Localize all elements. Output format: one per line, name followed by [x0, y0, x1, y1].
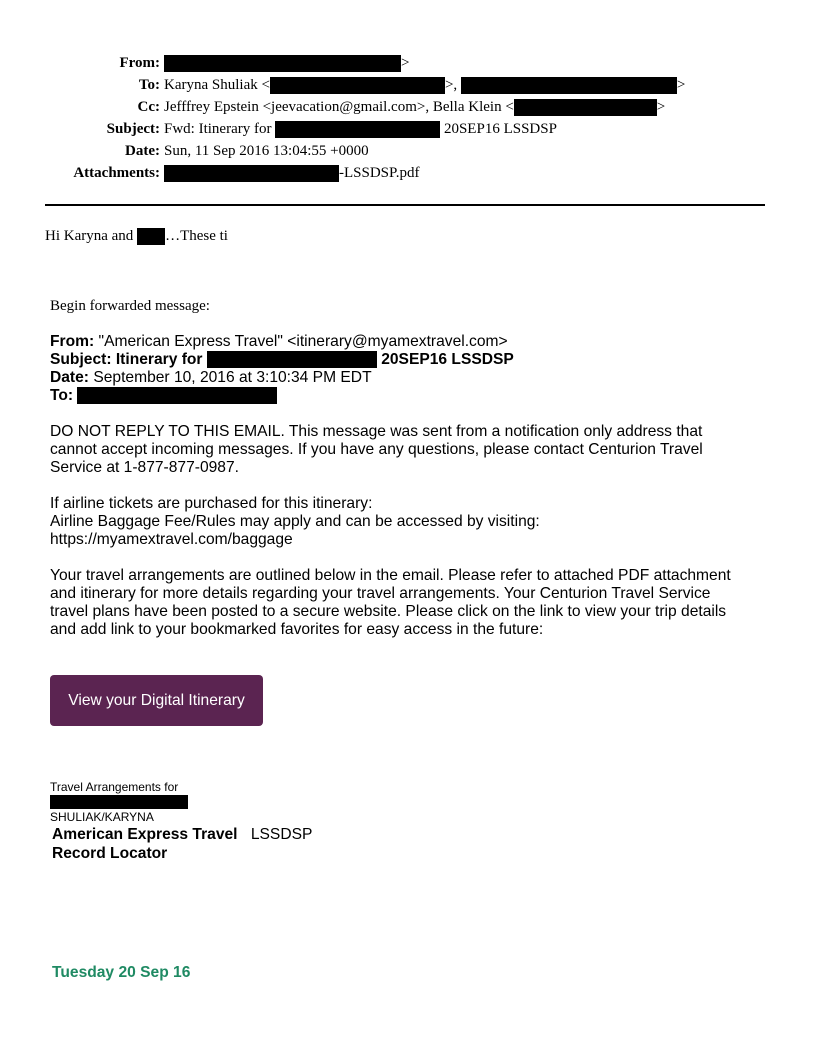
to-label: To: — [138, 77, 160, 93]
arrangements-paragraph: Your travel arrangements are outlined below in the email. Please refer to attached PDF attachment and itinerary for more details regarding your travel arrangements. Your Centurion Travel Service travel plans have been posted to a secure website. Please click on the link to view your trip details and add link to your bookmarked favorites for easy access in the future: — [50, 567, 731, 638]
subject-label: Subject: — [106, 121, 160, 137]
header-subject-row — [0, 119, 816, 139]
travel-arrangements-label: Travel Arrangements for — [50, 780, 179, 794]
fwd-to-row — [50, 387, 277, 405]
to-suffix: > — [676, 77, 686, 93]
record-locator-value: LSSDSP — [250, 826, 313, 843]
fwd-subject-row — [50, 351, 514, 369]
redacted-from — [164, 55, 401, 72]
fwd-to-label: To: — [50, 387, 74, 404]
redacted-subject-name — [275, 121, 440, 138]
cc-value: Jefffrey Epstein <jeevacation@gmail.com>, Bella Klein < — [164, 99, 514, 115]
header-from-row — [0, 53, 816, 73]
fwd-subject-suffix: 20SEP16 LSSDSP — [381, 351, 514, 368]
fwd-subject-label: Subject: Itinerary for — [50, 351, 203, 368]
fwd-from-row — [50, 333, 508, 351]
header-attachments-row — [0, 163, 816, 183]
traveler-name: SHULIAK/KARYNA — [50, 810, 154, 824]
cc-label: Cc: — [137, 99, 160, 115]
header-cc-row — [0, 97, 816, 117]
cc-suffix: > — [656, 99, 666, 115]
attachment-suffix[interactable]: -LSSDSP.pdf — [339, 165, 420, 181]
fwd-date-label: Date: — [50, 369, 89, 386]
redacted-greeting-name — [137, 228, 165, 245]
record-locator-label: Record Locator — [52, 845, 168, 862]
redacted-cc-email — [514, 99, 657, 116]
redacted-attachment-name — [164, 165, 339, 182]
greeting-line — [45, 226, 228, 246]
attachments-label: Attachments: — [73, 165, 160, 181]
to-separator: >, — [444, 77, 458, 93]
baggage-link[interactable]: https://myamextravel.com/baggage — [50, 531, 293, 548]
fwd-date-value: September 10, 2016 at 3:10:34 PM EDT — [93, 369, 372, 386]
subject-prefix: Fwd: Itinerary for — [164, 121, 272, 137]
baggage-paragraph: If airline tickets are purchased for this itinerary: Airline Baggage Fee/Rules may apply and can be accessed by visiting: https://myamextravel.com/baggage — [50, 495, 770, 549]
header-divider — [45, 204, 765, 206]
header-to-row — [0, 75, 816, 95]
from-suffix: > — [401, 55, 410, 71]
greeting-suffix: …These ti — [165, 228, 228, 244]
fwd-date-row — [50, 369, 372, 387]
redacted-fwd-to — [77, 387, 277, 404]
redacted-to-recipient — [461, 77, 677, 94]
fwd-from-value: "American Express Travel" <itinerary@myamextravel.com> — [98, 333, 508, 350]
view-digital-itinerary-button[interactable]: View your Digital Itinerary — [50, 675, 263, 726]
greeting-prefix: Hi Karyna and — [45, 228, 134, 244]
date-value: Sun, 11 Sep 2016 13:04:55 +0000 — [164, 143, 369, 159]
fwd-from-label: From: — [50, 333, 95, 350]
redacted-to-email — [270, 77, 445, 94]
date-label: Date: — [125, 143, 160, 159]
day-heading: Tuesday 20 Sep 16 — [52, 964, 191, 981]
subject-suffix: 20SEP16 LSSDSP — [443, 121, 557, 137]
redacted-fwd-subject — [207, 351, 377, 368]
from-label: From: — [119, 55, 160, 71]
header-date-row — [0, 141, 816, 161]
to-name: Karyna Shuliak < — [164, 77, 270, 93]
notice-paragraph: DO NOT REPLY TO THIS EMAIL. This message was sent from a notification only address that cannot accept incoming messages. If you have any questions, please contact Centurion Travel Service at 1-877-877-0987. — [50, 423, 703, 476]
agency-label: American Express Travel — [52, 826, 238, 843]
forward-intro: Begin forwarded message: — [50, 298, 210, 314]
agency-row — [52, 826, 312, 844]
redacted-traveler — [50, 795, 188, 809]
